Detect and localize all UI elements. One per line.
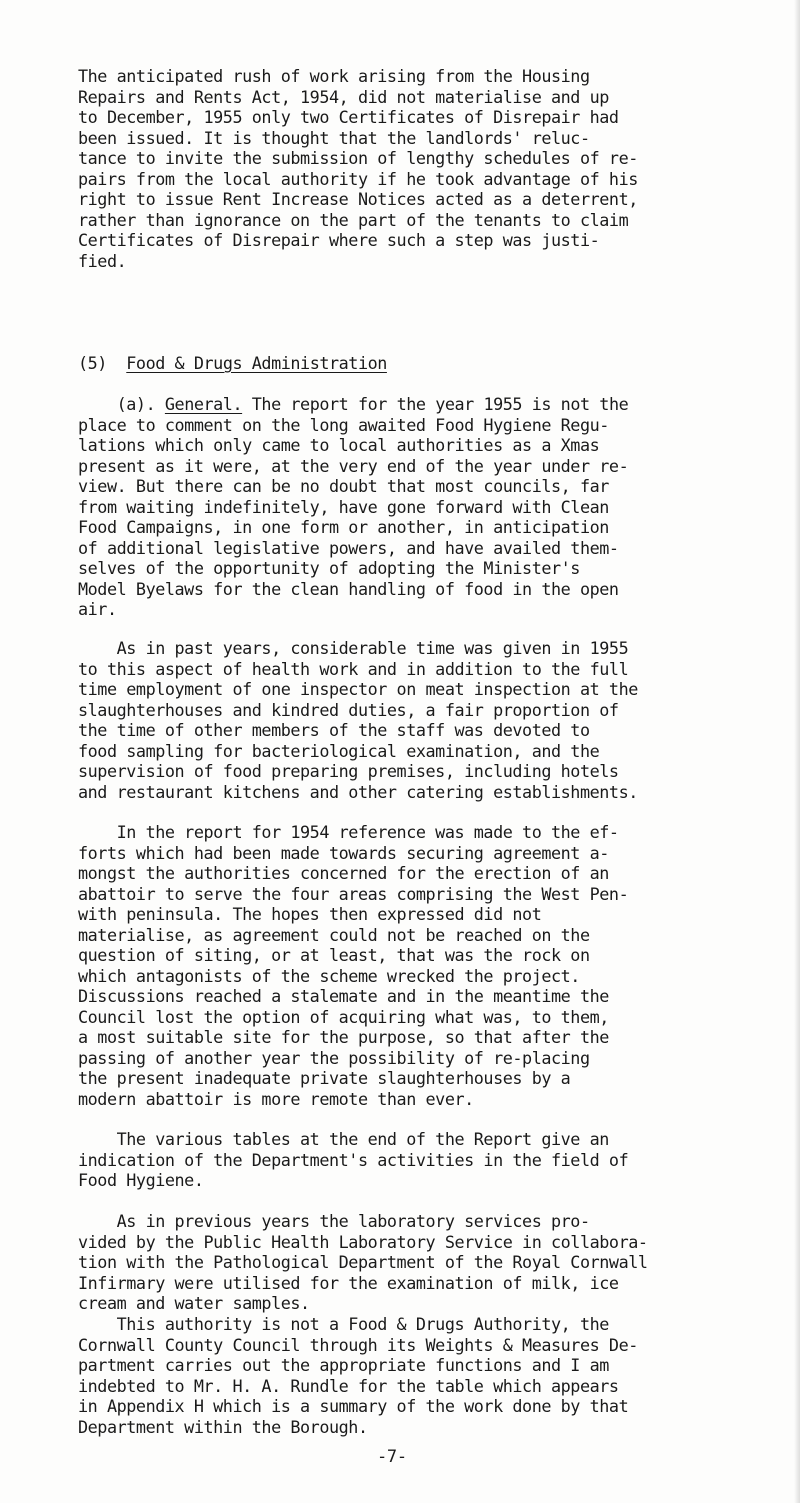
paragraph-tables: The various tables at the end of the Report give an indication of the Department's activities in the field of Food Hygiene. <box>78 1129 629 1190</box>
general-label: General. <box>164 394 243 414</box>
paragraph-housing-repairs: The anticipated rush of work arising from the Housing Repairs and Rents Act, 1954, did not materialise and up to December, 1955 only two Certificates of Disrepair had been issued. It is thought that the landlords' reluc- tance to invite the submission of lengthy schedules of re- pairs from the local authority if he took advantage of his right to issue Rent Increase Notices acted as a deterrent, rather than ignorance on the part of the tenants to claim Certificates of Disrepair where such a step was justi- fied. <box>78 66 638 271</box>
paragraph-past-years: As in past years, considerable time was given in 1955 to this aspect of health work and in addition to the full time employment of one inspector on meat inspection at the slaughterhouses and kindred duties, a fair proportion of the time of other members of the staff was devoted to food sampling for bacteriological examination, and the supervision of food preparing premises, including hotels and restaurant kitchens and other catering establishments. <box>78 638 638 802</box>
page-edge-shadow <box>794 0 800 1503</box>
paragraph-laboratory: As in previous years the laboratory services pro- vided by the Public Health Laboratory Service in collabora- tion with the Pathological Department of the Royal Cornwall Infirmary were utilised for the examination of milk, ice cream and water samples. <box>78 1211 648 1313</box>
section-number: (5) <box>78 353 107 373</box>
general-label-prefix: (a). <box>78 394 165 414</box>
general-body: place to comment on the long awaited Food Hygiene Regu- lations which only came to local authorities as a Xmas present as it were, at the very end of the year under re- view. But there can be no doubt that most councils, far from waiting indefinitely, have gone forward with Clean Food Campaigns, in one form or another, in anticipation of additional legislative powers, and have availed them- selves of the opportunity of adopting the Minister's Model Byelaws for the clean handling of food in the open air. <box>78 414 629 619</box>
section-title: Food & Drugs Administration <box>126 353 387 373</box>
paragraph-food-drugs-authority: This authority is not a Food & Drugs Authority, the Cornwall County Council through its Weights & Measures De- partment carries out the appropriate functions and I am indebted to Mr. H. A. Rundle for the table which appears in Appendix H which is a summary of the work done by that Department within the Borough. <box>78 1314 638 1437</box>
page-number: -7- <box>377 1447 407 1467</box>
paragraph-abattoir: In the report for 1954 reference was made to the ef- forts which had been made towards securing agreement a- mongst the authorities concerned for the erection of an abattoir to serve the four areas comprising the West Pen- with peninsula. The hopes then expressed did not materialise, as agreement could not be reached on the question of siting, or at least, that was the rock on which antagonists of the scheme wrecked the project. Discussions reached a stalemate and in the meantime the Council lost the option of acquiring what was, to them, a most suitable site for the purpose, so that after the passing of another year the possibility of re-placing the present inadequate private slaughterhouses by a modern abattoir is more remote than ever. <box>78 822 629 1109</box>
general-first-line: The report for the year 1955 is not the <box>242 394 629 414</box>
section-heading <box>78 353 678 374</box>
paragraph-general <box>78 394 798 620</box>
